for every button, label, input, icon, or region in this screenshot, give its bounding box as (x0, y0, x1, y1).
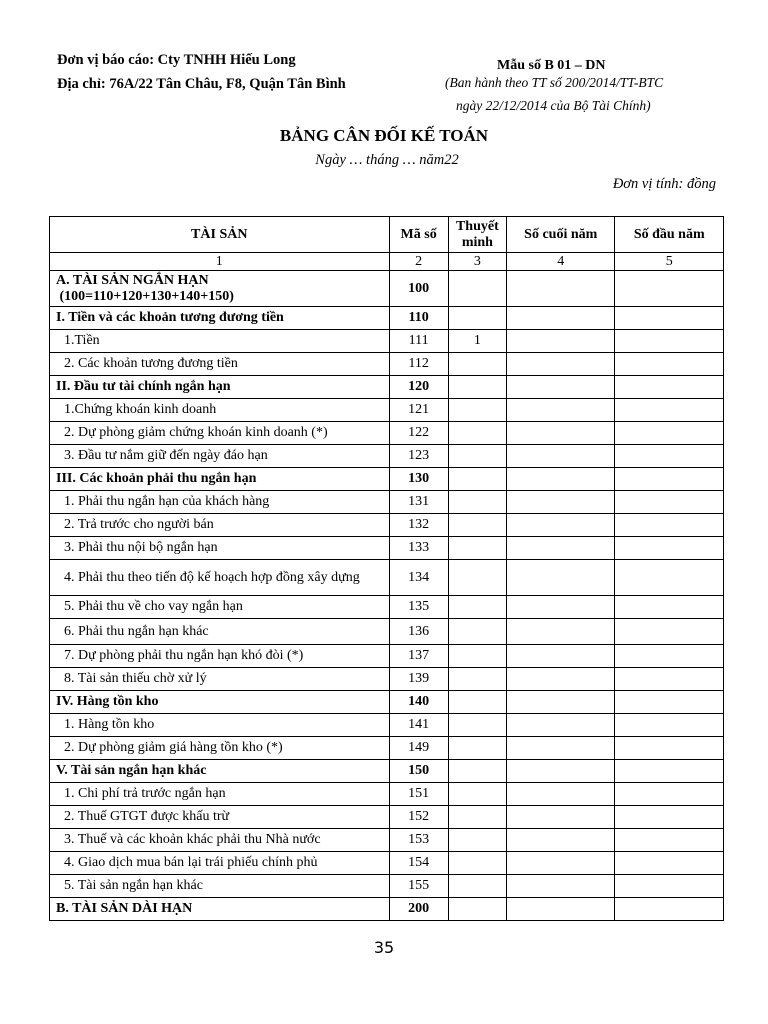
row-label-text: 5. Phải thu về cho vay ngắn hạn (64, 599, 243, 614)
table-row (50, 645, 724, 668)
row-year-end-value (507, 714, 615, 737)
table-row (50, 330, 724, 353)
column-header-code (389, 217, 448, 253)
row-year-end-value (507, 468, 615, 491)
document-title: BẢNG CÂN ĐỐI KẾ TOÁN (279, 126, 489, 145)
row-year-start-value (615, 422, 724, 445)
row-label-text: 5. Tài sản ngắn hạn khác (64, 878, 203, 893)
row-code: 132 (389, 514, 448, 537)
table-row (50, 376, 724, 399)
table-row (50, 806, 724, 829)
row-year-start-value (615, 760, 724, 783)
row-code: 155 (389, 875, 448, 898)
row-note (448, 668, 506, 691)
column-header-code-text: Mã số (400, 226, 437, 242)
row-note (448, 596, 506, 619)
row-year-end-value (507, 307, 615, 330)
row-year-start-value (615, 806, 724, 829)
row-note (448, 829, 506, 852)
row-code: 136 (389, 619, 448, 645)
issuing-date: ngày 22/12/2014 của Bộ Tài Chính) (456, 98, 651, 113)
row-label (50, 353, 390, 376)
row-label-text: 3. Phải thu nội bộ ngắn hạn (64, 540, 218, 555)
row-label (50, 760, 390, 783)
row-code: 112 (389, 353, 448, 376)
row-label-text: B. TÀI SẢN DÀI HẠN (56, 901, 193, 916)
row-code: 154 (389, 852, 448, 875)
page-number: 35 (373, 938, 395, 957)
row-label (50, 307, 390, 330)
row-label-text: 1.Tiền (64, 333, 100, 348)
row-year-end-value (507, 898, 615, 921)
row-year-start-value (615, 514, 724, 537)
row-code: 130 (389, 468, 448, 491)
row-label (50, 468, 390, 491)
row-note (448, 645, 506, 668)
column-header-note (448, 217, 506, 253)
row-code: 134 (389, 560, 448, 596)
row-year-start-value (615, 668, 724, 691)
row-note (448, 898, 506, 921)
row-label (50, 596, 390, 619)
row-label-text: V. Tài sản ngắn hạn khác (56, 763, 207, 778)
row-note (448, 399, 506, 422)
table-body (50, 271, 724, 921)
row-year-start-value (615, 271, 724, 307)
row-year-start-value (615, 852, 724, 875)
row-label (50, 875, 390, 898)
row-year-start-value (615, 330, 724, 353)
row-note (448, 307, 506, 330)
issuing-circular: (Ban hành theo TT số 200/2014/TT-BTC (445, 75, 664, 90)
column-header-note-text: Thuyết minh (455, 218, 499, 250)
row-year-end-value (507, 783, 615, 806)
row-label-text: III. Các khoản phải thu ngắn hạn (56, 471, 257, 486)
row-label-text: 2. Dự phòng giảm chứng khoán kinh doanh (*) (64, 425, 328, 440)
currency-unit: Đơn vị tính: đồng (612, 176, 716, 192)
table-row (50, 468, 724, 491)
row-label-text: II. Đầu tư tài chính ngắn hạn (56, 379, 231, 394)
row-label-text: 6. Phải thu ngắn hạn khác (64, 623, 209, 639)
row-year-start-value (615, 468, 724, 491)
table-row (50, 271, 724, 307)
row-note (448, 537, 506, 560)
table-row (50, 898, 724, 921)
row-label (50, 560, 390, 596)
row-year-start-value (615, 560, 724, 596)
row-year-start-value (615, 875, 724, 898)
row-year-end-value (507, 399, 615, 422)
row-note (448, 353, 506, 376)
row-year-end-value (507, 376, 615, 399)
row-year-end-value (507, 806, 615, 829)
row-code: 120 (389, 376, 448, 399)
row-year-start-value (615, 645, 724, 668)
reporting-unit: Đơn vị báo cáo: Cty TNHH Hiếu Long (57, 52, 296, 68)
row-label-text: 2. Thuế GTGT được khấu trừ (64, 809, 230, 824)
row-label-text: IV. Hàng tồn kho (56, 694, 159, 709)
row-year-start-value (615, 829, 724, 852)
column-header-assets: TÀI SẢN (50, 217, 390, 253)
row-code: 152 (389, 806, 448, 829)
row-label-text: 2. Dự phòng giảm giá hàng tồn kho (*) (64, 740, 283, 755)
row-label-formula: (100=110+120+130+140+150) (56, 288, 234, 304)
row-note (448, 468, 506, 491)
company-address: Địa chỉ: 76A/22 Tân Châu, F8, Quận Tân Bình (57, 76, 346, 92)
row-note (448, 875, 506, 898)
row-year-start-value (615, 619, 724, 645)
row-year-start-value (615, 898, 724, 921)
row-label-text: 7. Dự phòng phải thu ngắn hạn khó đòi (*) (64, 648, 304, 663)
row-year-end-value (507, 691, 615, 714)
row-year-end-value (507, 829, 615, 852)
row-year-end-value (507, 668, 615, 691)
row-label-text: 3. Thuế và các khoản khác phải thu Nhà nước (64, 832, 321, 847)
row-year-end-value (507, 596, 615, 619)
row-label (50, 514, 390, 537)
row-label-text: A. TÀI SẢN NGẮN HẠN (56, 272, 209, 288)
row-label-text: 1. Phải thu ngắn hạn của khách hàng (64, 494, 270, 509)
row-year-end-value (507, 537, 615, 560)
table-row (50, 491, 724, 514)
row-year-start-value (615, 737, 724, 760)
report-date: Ngày … tháng … năm22 (315, 152, 459, 168)
row-note (448, 422, 506, 445)
row-code: 121 (389, 399, 448, 422)
row-year-end-value (507, 760, 615, 783)
row-label-text: 2. Các khoản tương đương tiền (64, 356, 238, 371)
row-label (50, 852, 390, 875)
row-label (50, 399, 390, 422)
row-code: 153 (389, 829, 448, 852)
row-year-end-value (507, 422, 615, 445)
row-code: 133 (389, 537, 448, 560)
row-label-text: 2. Trả trước cho người bán (64, 517, 214, 532)
row-label (50, 422, 390, 445)
row-label (50, 376, 390, 399)
column-number: 4 (507, 253, 615, 271)
row-note (448, 560, 506, 596)
row-note (448, 714, 506, 737)
row-code: 131 (389, 491, 448, 514)
row-year-end-value (507, 852, 615, 875)
row-code: 141 (389, 714, 448, 737)
row-year-start-value (615, 353, 724, 376)
row-code: 123 (389, 445, 448, 468)
row-note (448, 852, 506, 875)
row-code: 122 (389, 422, 448, 445)
table-row (50, 783, 724, 806)
row-label (50, 898, 390, 921)
row-year-start-value (615, 714, 724, 737)
row-code: 151 (389, 783, 448, 806)
table-row (50, 560, 724, 596)
table-row (50, 422, 724, 445)
row-note (448, 737, 506, 760)
row-year-end-value (507, 445, 615, 468)
row-note: 1 (448, 330, 506, 353)
row-code: 149 (389, 737, 448, 760)
row-code: 111 (389, 330, 448, 353)
table-row (50, 307, 724, 330)
column-header-year-end: Số cuối năm (507, 217, 615, 253)
row-label (50, 806, 390, 829)
table-row (50, 760, 724, 783)
row-year-start-value (615, 596, 724, 619)
row-note (448, 619, 506, 645)
row-year-start-value (615, 783, 724, 806)
row-label-text: 8. Tài sản thiếu chờ xử lý (64, 671, 207, 686)
table-row (50, 537, 724, 560)
row-code: 139 (389, 668, 448, 691)
row-year-end-value (507, 619, 615, 645)
row-year-start-value (615, 376, 724, 399)
row-year-start-value (615, 491, 724, 514)
row-note (448, 806, 506, 829)
row-code: 137 (389, 645, 448, 668)
row-label-text: 3. Đầu tư nắm giữ đến ngày đáo hạn (64, 448, 268, 463)
column-number: 5 (615, 253, 724, 271)
row-label (50, 271, 390, 307)
column-number-row (50, 253, 724, 271)
table-row (50, 619, 724, 645)
row-label (50, 330, 390, 353)
table-header-row (50, 217, 724, 253)
row-label (50, 645, 390, 668)
row-code: 135 (389, 596, 448, 619)
row-label (50, 737, 390, 760)
row-year-end-value (507, 560, 615, 596)
row-code: 150 (389, 760, 448, 783)
row-year-end-value (507, 645, 615, 668)
row-code: 100 (389, 271, 448, 307)
column-header-year-start: Số đầu năm (615, 217, 724, 253)
row-year-start-value (615, 537, 724, 560)
row-year-end-value (507, 875, 615, 898)
row-label (50, 491, 390, 514)
row-note (448, 491, 506, 514)
row-note (448, 271, 506, 307)
row-note (448, 760, 506, 783)
row-label-text: 1. Hàng tồn kho (64, 717, 155, 732)
row-year-start-value (615, 691, 724, 714)
row-year-start-value (615, 399, 724, 422)
table-row (50, 399, 724, 422)
row-label (50, 783, 390, 806)
row-label-text: 1.Chứng khoán kinh doanh (64, 402, 217, 417)
form-number: Mẫu số B 01 – DN (497, 58, 606, 73)
row-label (50, 829, 390, 852)
table-row (50, 875, 724, 898)
table-row (50, 353, 724, 376)
row-year-end-value (507, 330, 615, 353)
table-row (50, 691, 724, 714)
row-label-text: 4. Phải thu theo tiến độ kế hoạch hợp đồng xây dựng (64, 570, 360, 585)
row-label (50, 668, 390, 691)
row-label-text: 4. Giao dịch mua bán lại trái phiếu chính phủ (64, 855, 318, 870)
row-note (448, 783, 506, 806)
row-code: 200 (389, 898, 448, 921)
row-label (50, 714, 390, 737)
row-label-text: I. Tiền và các khoản tương đương tiền (56, 310, 284, 325)
row-year-start-value (615, 307, 724, 330)
row-year-end-value (507, 271, 615, 307)
row-code: 140 (389, 691, 448, 714)
row-note (448, 445, 506, 468)
table-row (50, 714, 724, 737)
table-row (50, 852, 724, 875)
row-label-text: 1. Chi phí trả trước ngắn hạn (64, 786, 226, 801)
row-year-end-value (507, 491, 615, 514)
table-row (50, 596, 724, 619)
table-row (50, 829, 724, 852)
row-year-end-value (507, 737, 615, 760)
column-number: 1 (50, 253, 390, 271)
row-note (448, 514, 506, 537)
table-row (50, 445, 724, 468)
column-number: 3 (448, 253, 506, 271)
row-note (448, 691, 506, 714)
row-label (50, 537, 390, 560)
row-note (448, 376, 506, 399)
row-label (50, 445, 390, 468)
row-year-end-value (507, 353, 615, 376)
row-label (50, 619, 390, 645)
row-year-end-value (507, 514, 615, 537)
table-row (50, 737, 724, 760)
row-year-start-value (615, 445, 724, 468)
column-number: 2 (389, 253, 448, 271)
table-row (50, 668, 724, 691)
row-label (50, 691, 390, 714)
row-code: 110 (389, 307, 448, 330)
table-row (50, 514, 724, 537)
balance-sheet-table (49, 216, 724, 921)
